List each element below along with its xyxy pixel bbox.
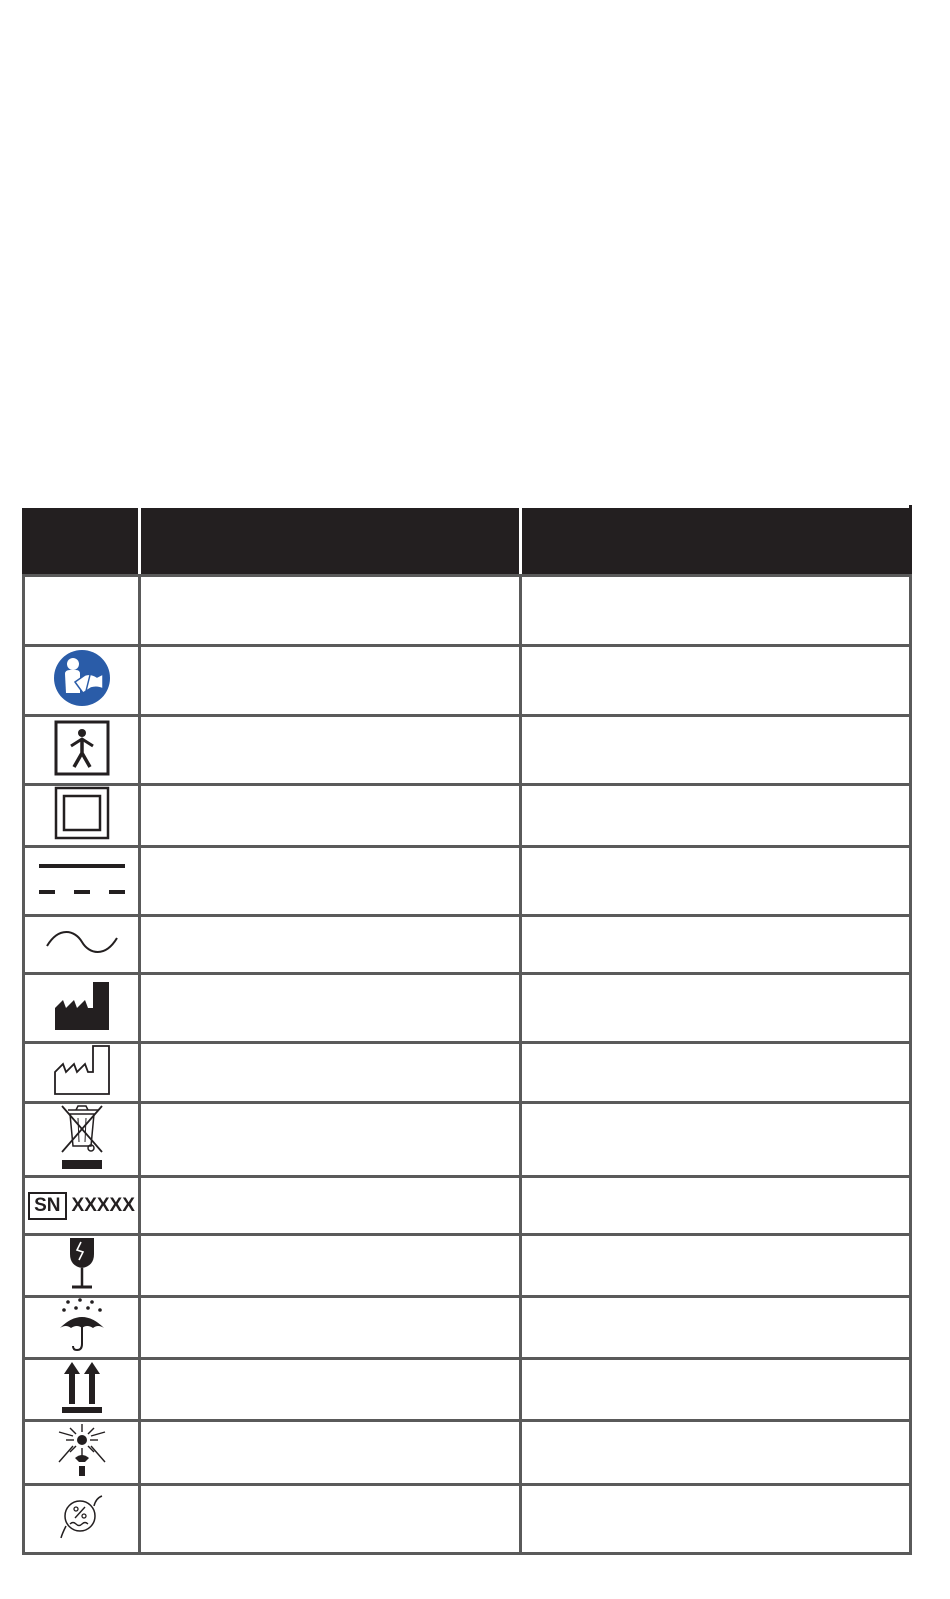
symbol-cell [24,974,140,1043]
description-cell [521,716,911,785]
serial-number-icon [28,1192,135,1220]
description-cell [521,916,911,974]
description-cell [521,847,911,916]
header-description [521,507,911,576]
title-cell [140,847,521,916]
description-cell [521,974,911,1043]
this-way-up-icon [61,1360,103,1414]
table-row [24,916,911,974]
symbol-cell [24,716,140,785]
table-row [24,1235,911,1297]
table-row [24,1043,911,1103]
title-cell [140,785,521,847]
manufacturer-icon [53,980,111,1032]
description-cell [521,1043,911,1103]
symbol-cell [24,785,140,847]
table-row [24,1177,911,1235]
weee-disposal-icon [58,1104,106,1170]
serial-number-label: SN [28,1192,66,1220]
symbol-cell [24,916,140,974]
title-cell [140,916,521,974]
description-cell [521,1103,911,1177]
title-cell [140,1235,521,1297]
description-cell [521,1421,911,1485]
table-row [24,716,911,785]
date-of-manufacture-icon [53,1044,111,1096]
table-row [24,1421,911,1485]
title-cell [140,974,521,1043]
description-cell [521,1485,911,1554]
title-cell [140,1485,521,1554]
symbol-cell [24,1359,140,1421]
table-row [24,576,911,646]
header-symbol [24,507,140,576]
description-cell [521,1177,911,1235]
title-cell [140,1177,521,1235]
description-cell [521,1297,911,1359]
symbol-cell [24,1485,140,1554]
description-cell [521,576,911,646]
symbol-cell [24,1103,140,1177]
symbols-table [22,505,912,1555]
table-row [24,1103,911,1177]
fragile-icon [66,1236,98,1290]
title-cell [140,1043,521,1103]
title-cell [140,716,521,785]
symbol-cell [24,646,140,716]
table-header-row [24,507,911,576]
title-cell [140,1359,521,1421]
consult-instructions-icon [53,649,111,707]
description-cell [521,1235,911,1297]
symbol-cell [24,847,140,916]
description-cell [521,785,911,847]
table-row [24,646,911,716]
humidity-limitation-icon [60,1494,104,1540]
table-row [24,785,911,847]
keep-dry-icon [58,1298,106,1352]
symbol-cell [24,1043,140,1103]
table-row [24,1485,911,1554]
direct-current-icon [37,862,127,896]
type-bf-applied-part-icon [54,720,110,776]
serial-number-value: XXXXX [71,1194,135,1216]
table-row [24,1359,911,1421]
title-cell [140,646,521,716]
title-cell [140,1103,521,1177]
keep-away-from-sunlight-icon [55,1422,109,1478]
table-row [24,1297,911,1359]
symbol-cell [24,1421,140,1485]
alternating-current-icon [45,928,119,956]
table-row [24,974,911,1043]
table-row [24,847,911,916]
symbol-cell [24,576,140,646]
class-ii-equipment-icon [54,786,110,840]
symbol-cell [24,1235,140,1297]
symbol-cell [24,1297,140,1359]
description-cell [521,1359,911,1421]
description-cell [521,646,911,716]
symbol-cell [24,1177,140,1235]
title-cell [140,1421,521,1485]
title-cell [140,576,521,646]
header-title [140,507,521,576]
title-cell [140,1297,521,1359]
